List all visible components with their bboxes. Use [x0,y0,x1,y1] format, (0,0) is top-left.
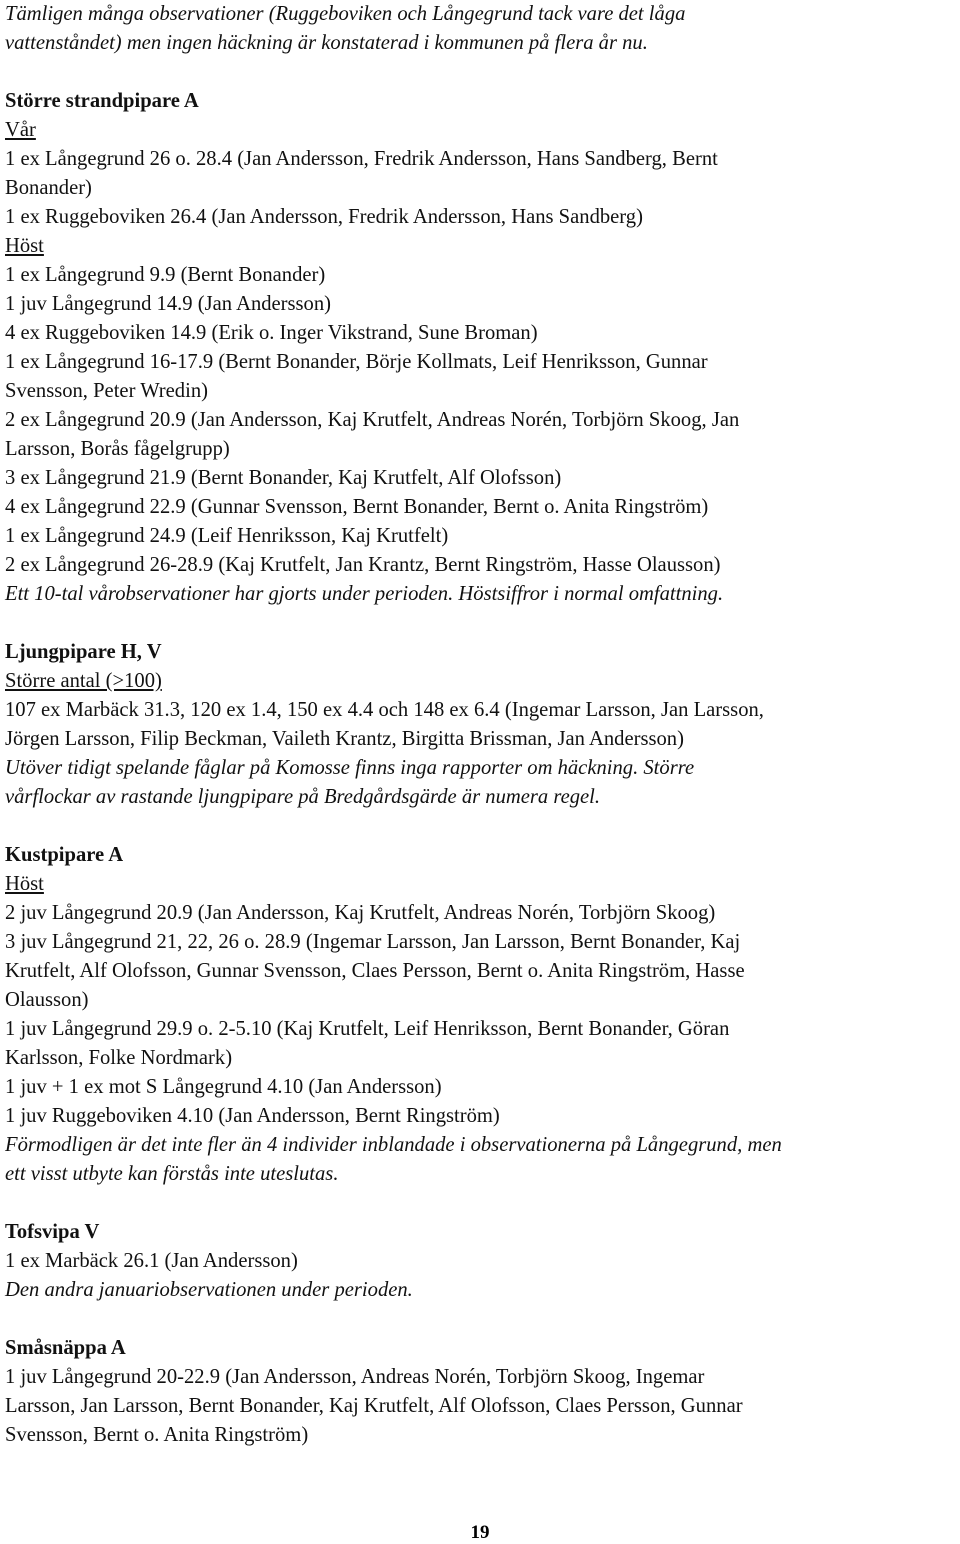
observation-line: 2 ex Långegrund 20.9 (Jan Andersson, Kaj Krutfelt, Andreas Norén, Torbjörn Skoog, Jan [5,409,740,431]
comment-line: Utöver tidigt spelande fåglar på Komosse finns inga rapporter om häckning. Större [5,757,695,779]
observation-line: 1 juv Långegrund 29.9 o. 2-5.10 (Kaj Krutfelt, Leif Henriksson, Bernt Bonander, Göran [5,1018,730,1040]
intro-line: vattenståndet) men ingen häckning är konstaterad i kommunen på flera år nu. [5,32,648,54]
observation-line: Bonander) [5,177,92,199]
subsection-heading: Höst [5,235,44,257]
species-title: Större strandpipare A [5,90,199,112]
comment-line: vårflockar av rastande ljungpipare på Bredgårdsgärde är numera regel. [5,786,601,808]
paragraph-gap [5,1189,957,1218]
comment-line: Den andra januariobservationen under perioden. [5,1279,413,1301]
paragraph-gap [5,58,957,87]
subsection-heading: Större antal (>100) [5,670,162,692]
observation-line: 4 ex Långegrund 22.9 (Gunnar Svensson, Bernt Bonander, Bernt o. Anita Ringström) [5,496,709,518]
species-title: Ljungpipare H, V [5,641,162,663]
species-title: Kustpipare A [5,844,124,866]
observation-line: 1 ex Långegrund 9.9 (Bernt Bonander) [5,264,326,286]
observation-line: 1 ex Marbäck 26.1 (Jan Andersson) [5,1250,298,1272]
species-title: Småsnäppa A [5,1337,126,1359]
species-title: Tofsvipa V [5,1221,100,1243]
observation-line: 1 ex Långegrund 16-17.9 (Bernt Bonander, Börje Kollmats, Leif Henriksson, Gunnar [5,351,708,373]
paragraph-gap [5,609,957,638]
observation-line: 2 ex Långegrund 26-28.9 (Kaj Krutfelt, Jan Krantz, Bernt Ringström, Hasse Olausson) [5,554,721,576]
observation-line: Larsson, Borås fågelgrupp) [5,438,230,460]
subsection-heading: Höst [5,873,44,895]
document-page [5,0,957,1450]
comment-line: ett visst utbyte kan förstås inte uteslutas. [5,1163,339,1185]
page-number: 19 [470,1522,490,1543]
observation-line: Svensson, Bernt o. Anita Ringström) [5,1424,309,1446]
observation-line: 1 juv + 1 ex mot S Långegrund 4.10 (Jan Andersson) [5,1076,442,1098]
observation-line: 3 juv Långegrund 21, 22, 26 o. 28.9 (Ingemar Larsson, Jan Larsson, Bernt Bonander, Kaj [5,931,741,953]
observation-line: 1 ex Ruggeboviken 26.4 (Jan Andersson, Fredrik Andersson, Hans Sandberg) [5,206,643,228]
paragraph-gap [5,1305,957,1334]
observation-line: 1 ex Långegrund 24.9 (Leif Henriksson, Kaj Krutfelt) [5,525,449,547]
observation-line: 1 juv Långegrund 14.9 (Jan Andersson) [5,293,332,315]
comment-line: Förmodligen är det inte fler än 4 individer inblandade i observationerna på Långegrund, men [5,1134,782,1156]
comment-line: Ett 10-tal vårobservationer har gjorts under perioden. Höstsiffror i normal omfattning. [5,583,724,605]
observation-line: 1 ex Långegrund 26 o. 28.4 (Jan Andersson, Fredrik Andersson, Hans Sandberg, Bernt [5,148,718,170]
observation-line: Karlsson, Folke Nordmark) [5,1047,233,1069]
observation-line: Krutfelt, Alf Olofsson, Gunnar Svensson, Claes Persson, Bernt o. Anita Ringström, Hasse [5,960,745,982]
observation-line: 107 ex Marbäck 31.3, 120 ex 1.4, 150 ex 4.4 och 148 ex 6.4 (Ingemar Larsson, Jan Larsson, [5,699,764,721]
observation-line: Larsson, Jan Larsson, Bernt Bonander, Kaj Krutfelt, Alf Olofsson, Claes Persson, Gunnar [5,1395,743,1417]
observation-line: Olausson) [5,989,89,1011]
observation-line: 2 juv Långegrund 20.9 (Jan Andersson, Kaj Krutfelt, Andreas Norén, Torbjörn Skoog) [5,902,716,924]
observation-line: 1 juv Långegrund 20-22.9 (Jan Andersson, Andreas Norén, Torbjörn Skoog, Ingemar [5,1366,705,1388]
paragraph-gap [5,812,957,841]
observation-line: Jörgen Larsson, Filip Beckman, Vaileth Krantz, Birgitta Brissman, Jan Andersson) [5,728,684,750]
observation-line: Svensson, Peter Wredin) [5,380,208,402]
observation-line: 3 ex Långegrund 21.9 (Bernt Bonander, Kaj Krutfelt, Alf Olofsson) [5,467,562,489]
observation-line: 4 ex Ruggeboviken 14.9 (Erik o. Inger Vikstrand, Sune Broman) [5,322,538,344]
intro-line: Tämligen många observationer (Ruggeboviken och Långegrund tack vare det låga [5,3,686,25]
subsection-heading: Vår [5,119,36,141]
observation-line: 1 juv Ruggeboviken 4.10 (Jan Andersson, Bernt Ringström) [5,1105,500,1127]
